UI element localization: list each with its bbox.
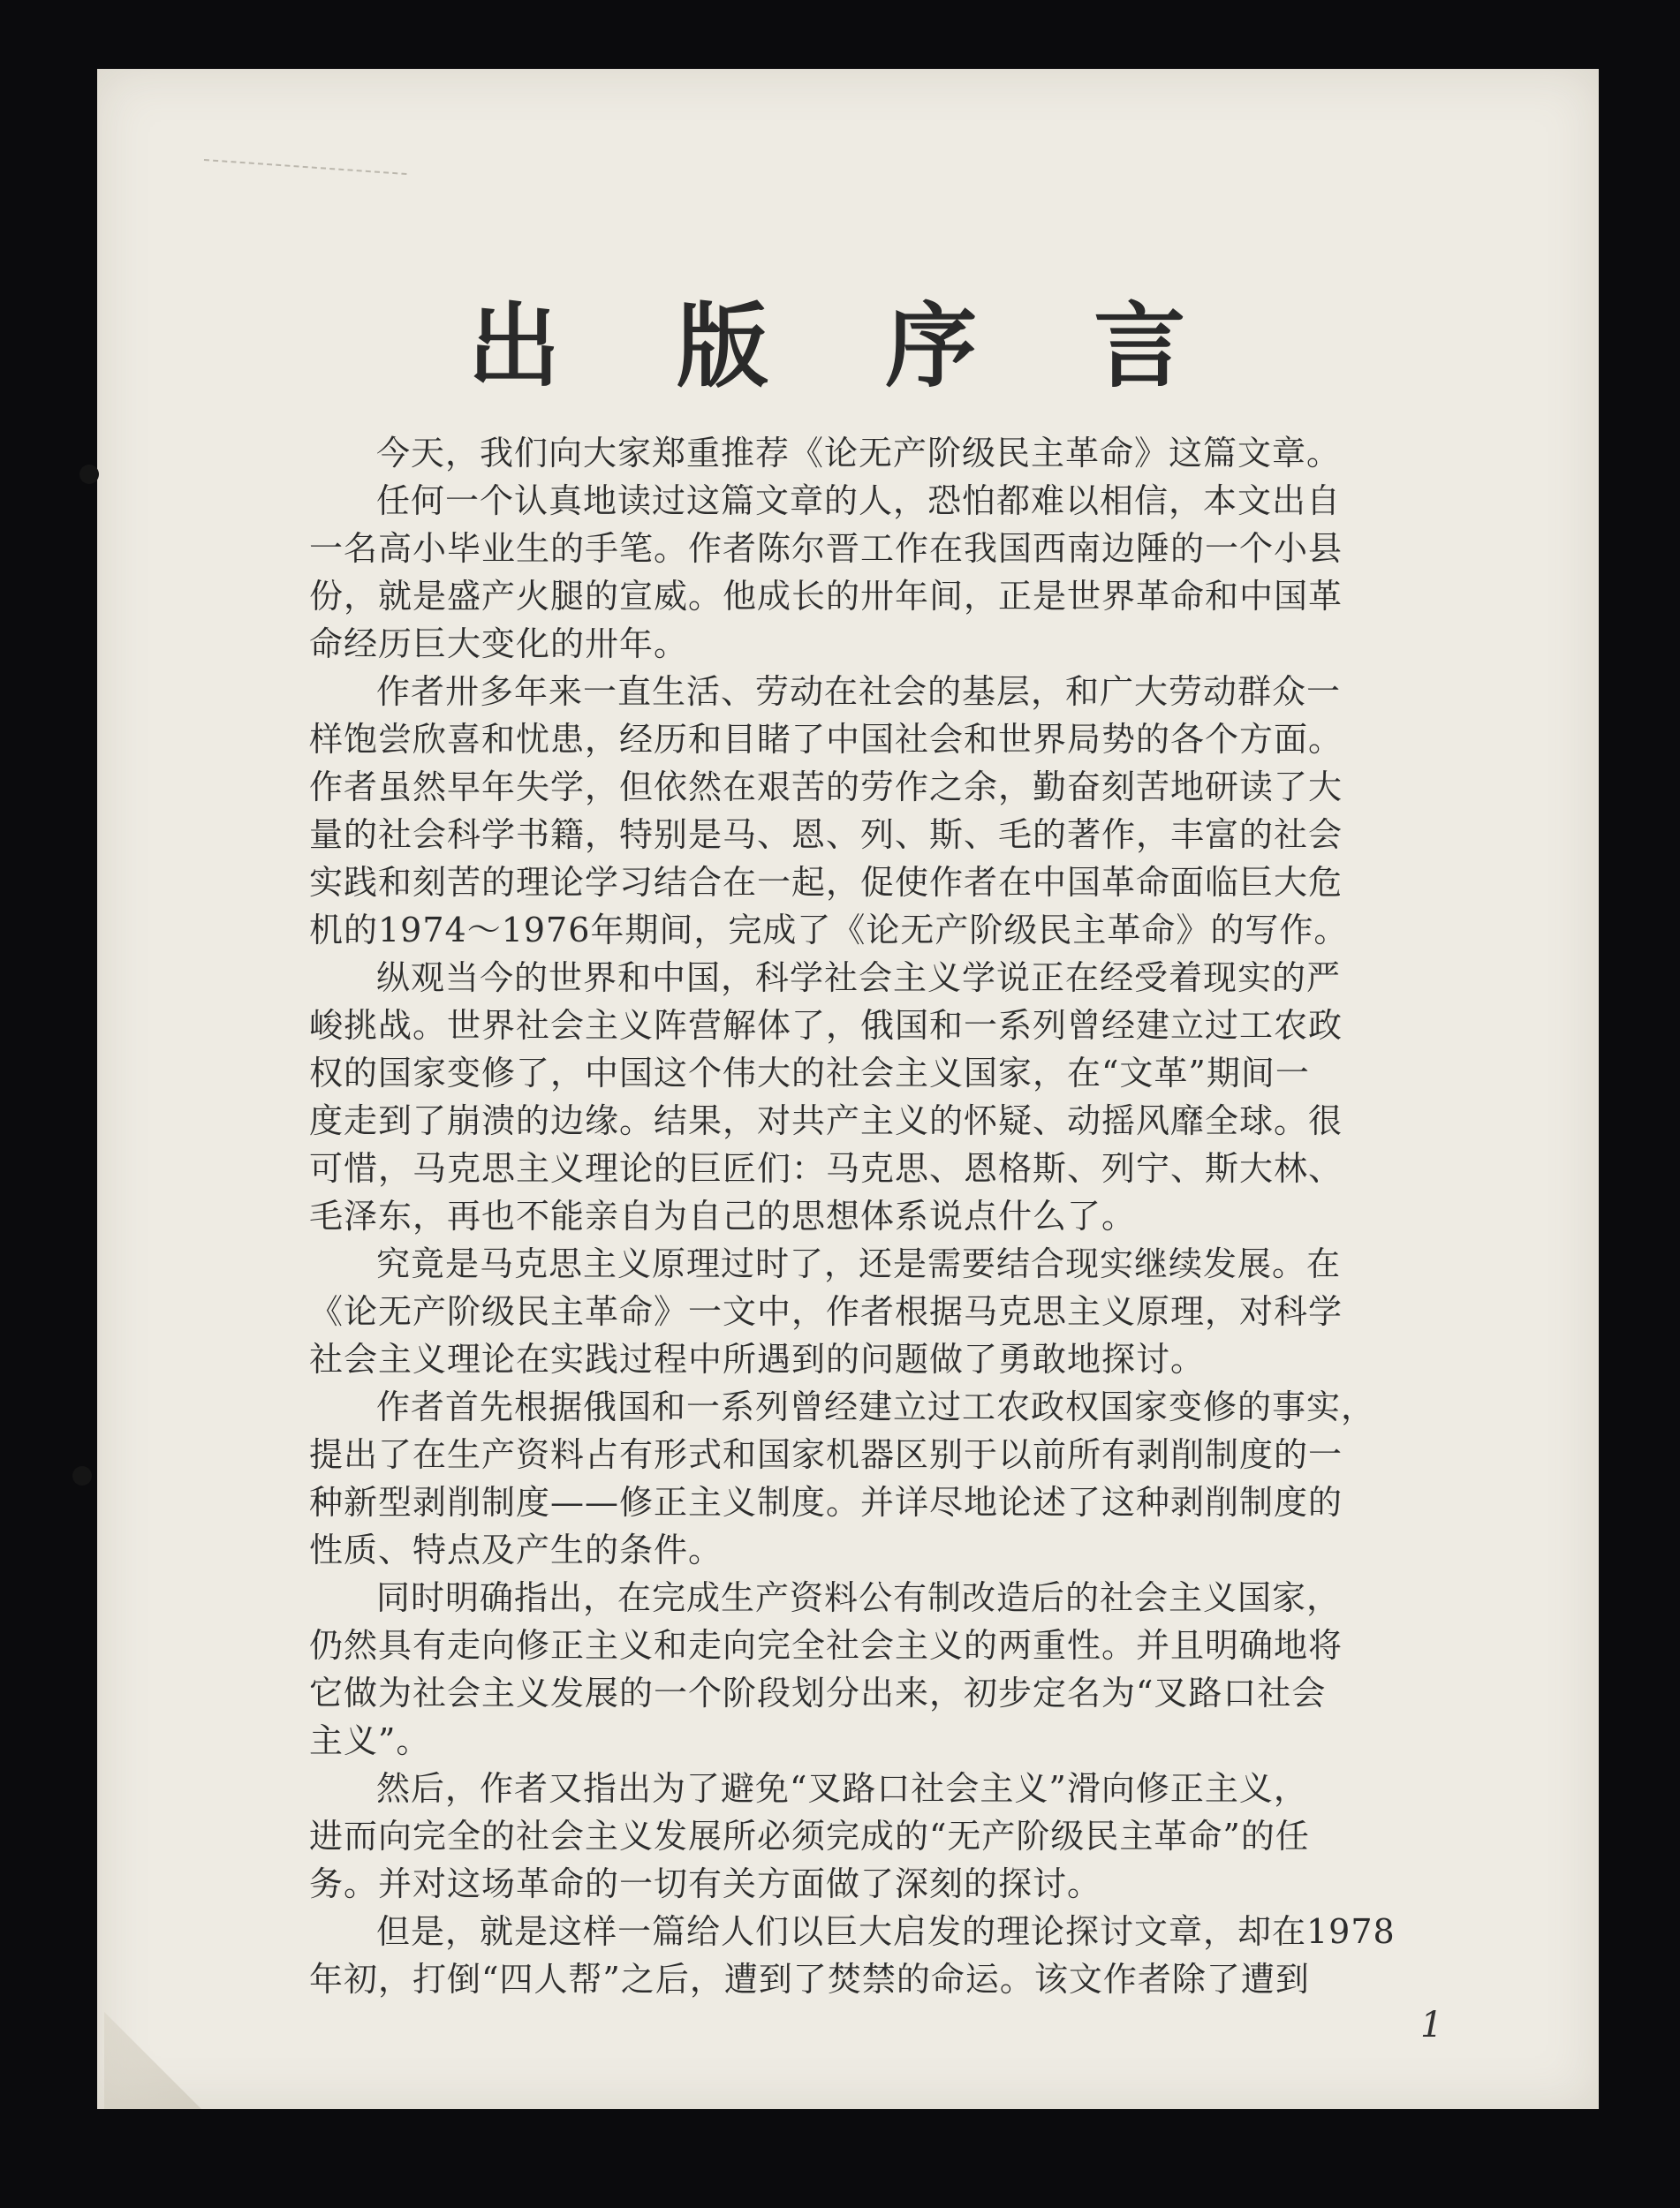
- text-line: 份，就是盛产火腿的宣威。他成长的卅年间，正是世界革命和中国革: [309, 577, 1343, 616]
- text-line: 权的国家变修了，中国这个伟大的社会主义国家，在“文革”期间一: [309, 1054, 1310, 1093]
- pencil-mark: [203, 159, 407, 193]
- text-line: 作者卅多年来一直生活、劳动在社会的基层，和广大劳动群众一: [376, 672, 1342, 711]
- text-line: 机的1974～1976年期间，完成了《论无产阶级民主革命》的写作。: [309, 911, 1349, 949]
- text-line: 毛泽东，再也不能亲自为自己的思想体系说点什么了。: [309, 1197, 1137, 1236]
- text-line: 提出了在生产资料占有形式和国家机器区别于以前所有剥削制度的一: [309, 1435, 1343, 1474]
- document-page: [97, 69, 1599, 2109]
- text-line: 年初，打倒“四人帮”之后，遭到了焚禁的命运。该文作者除了遭到: [309, 1960, 1310, 1999]
- text-line: 命经历巨大变化的卅年。: [309, 624, 689, 663]
- punch-hole: [79, 465, 99, 484]
- page-number: 1: [1420, 2005, 1443, 2045]
- text-line: 性质、特点及产生的条件。: [309, 1531, 723, 1569]
- folded-corner: [104, 2012, 201, 2109]
- text-line: 务。并对这场革命的一切有关方面做了深刻的探讨。: [309, 1864, 1102, 1903]
- text-line: 实践和刻苦的理论学习结合在一起，促使作者在中国革命面临巨大危: [309, 863, 1343, 902]
- text-line: 究竟是马克思主义原理过时了，还是需要结合现实继续发展。在: [376, 1244, 1342, 1283]
- text-line: 作者首先根据俄国和一系列曾经建立过工农政权国家变修的事实，: [376, 1388, 1376, 1426]
- text-line: 同时明确指出，在完成生产资料公有制改造后的社会主义国家，: [376, 1578, 1342, 1617]
- text-line: 仍然具有走向修正主义和走向完全社会主义的两重性。并且明确地将: [309, 1626, 1343, 1665]
- punch-hole: [72, 1466, 92, 1486]
- page-title: 出 版 序 言: [467, 292, 1229, 400]
- document-body: [309, 429, 1581, 2003]
- text-line: 纵观当今的世界和中国，科学社会主义学说正在经受着现实的严: [376, 958, 1342, 997]
- text-line: 主义”。: [309, 1721, 431, 1760]
- text-line: 但是，就是这样一篇给人们以巨大启发的理论探讨文章，却在1978: [376, 1912, 1396, 1951]
- text-line: 任何一个认真地读过这篇文章的人，恐怕都难以相信，本文出自: [376, 481, 1342, 520]
- text-line: 《论无产阶级民主革命》一文中，作者根据马克思主义原理，对科学: [309, 1292, 1343, 1331]
- text-line: 然后，作者又指出为了避免“叉路口社会主义”滑向修正主义，: [376, 1769, 1308, 1808]
- text-line: 一名高小毕业生的手笔。作者陈尔晋工作在我国西南边陲的一个小县: [309, 529, 1343, 568]
- text-line: 今天，我们向大家郑重推荐《论无产阶级民主革命》这篇文章。: [376, 434, 1342, 473]
- text-line: 它做为社会主义发展的一个阶段划分出来，初步定名为“叉路口社会: [309, 1674, 1327, 1713]
- text-line: 量的社会科学书籍，特别是马、恩、列、斯、毛的著作，丰富的社会: [309, 815, 1343, 854]
- text-line: 社会主义理论在实践过程中所遇到的问题做了勇敢地探讨。: [309, 1340, 1206, 1379]
- text-line: 峻挑战。世界社会主义阵营解体了，俄国和一系列曾经建立过工农政: [309, 1006, 1343, 1045]
- text-line: 进而向完全的社会主义发展所必须完成的“无产阶级民主革命”的任: [309, 1817, 1310, 1856]
- text-line: 种新型剥削制度——修正主义制度。并详尽地论述了这种剥削制度的: [309, 1483, 1343, 1522]
- text-line: 作者虽然早年失学，但依然在艰苦的劳作之余，勤奋刻苦地研读了大: [309, 768, 1343, 806]
- text-line: 度走到了崩溃的边缘。结果，对共产主义的怀疑、动摇风靡全球。很: [309, 1101, 1343, 1140]
- text-line: 样饱尝欣喜和忧患，经历和目睹了中国社会和世界局势的各个方面。: [309, 720, 1343, 759]
- text-line: 可惜，马克思主义理论的巨匠们：马克思、恩格斯、列宁、斯大林、: [309, 1149, 1343, 1188]
